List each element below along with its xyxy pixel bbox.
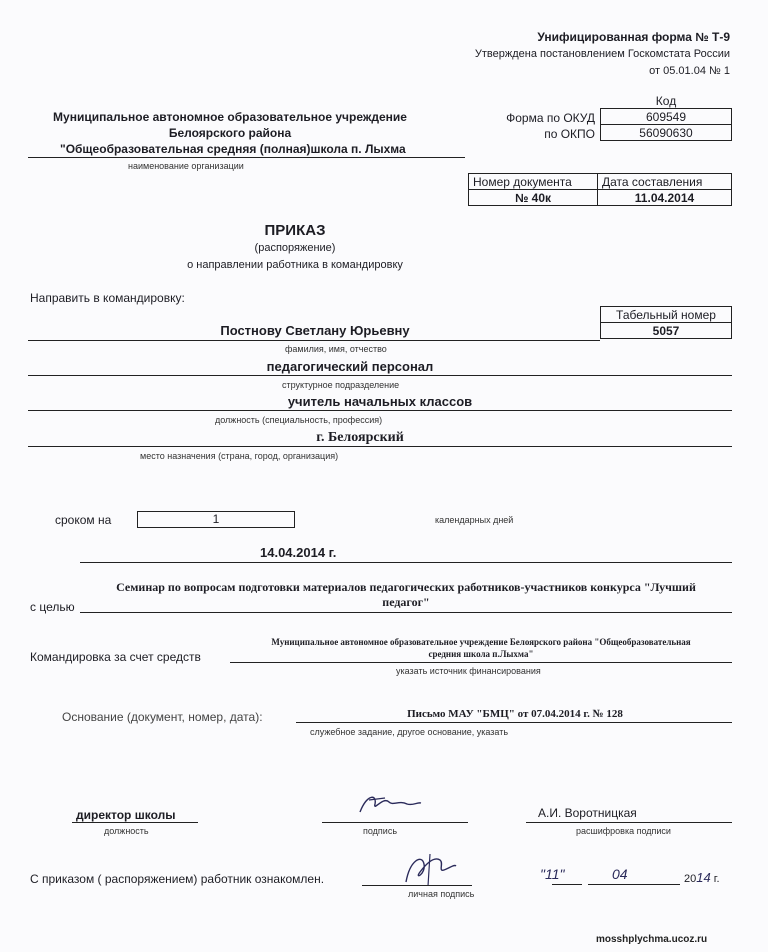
tabel-header: Табельный номер bbox=[601, 307, 732, 323]
form-header-line3: от 05.01.04 № 1 bbox=[649, 65, 730, 77]
codes-header: Код bbox=[601, 93, 732, 109]
destination-value: г. Белоярский bbox=[316, 430, 404, 445]
okud-label: Форма по ОКУД bbox=[506, 111, 595, 125]
department-caption: структурное подразделение bbox=[282, 380, 400, 390]
acquaint-year-end: г. bbox=[713, 873, 720, 885]
basis-caption: служебное задание, другое основание, указать bbox=[310, 727, 509, 737]
acquaint-year-prefix: 20 bbox=[684, 873, 697, 885]
employee-signature-icon bbox=[400, 850, 460, 890]
send-label: Направить в командировку: bbox=[30, 291, 185, 305]
funding-caption: указать источник финансирования bbox=[396, 666, 541, 676]
purpose-text2: педагог" bbox=[382, 595, 430, 609]
month-underline bbox=[588, 884, 680, 885]
term-unit: календарных дней bbox=[435, 515, 514, 525]
org-line3: "Общеобразовательная средняя (полная)школа п. Лыхма bbox=[60, 142, 406, 156]
director-signature-icon bbox=[355, 790, 425, 820]
tabel-table bbox=[600, 306, 732, 339]
doc-date-header: Дата составления bbox=[598, 174, 732, 190]
department-underline bbox=[28, 375, 732, 376]
employee-underline bbox=[28, 340, 600, 341]
org-line2: Белоярского района bbox=[168, 126, 292, 140]
org-line1: Муниципальное автономное образовательное учреждение bbox=[53, 110, 407, 124]
basis-underline bbox=[296, 722, 732, 723]
signer-position: директор школы bbox=[76, 808, 176, 822]
acquaint-year-suffix: 14 bbox=[696, 870, 711, 885]
destination-caption: место назначения (страна, город, организация) bbox=[140, 451, 339, 461]
basis-label: Основание (документ, номер, дата): bbox=[62, 710, 263, 724]
term-value: 1 bbox=[137, 511, 295, 528]
signer-position-caption: должность bbox=[104, 826, 149, 836]
okpo-label: по ОКПО bbox=[544, 127, 595, 141]
purpose-underline bbox=[80, 612, 732, 613]
title-desc: о направлении работника в командировку bbox=[187, 259, 403, 271]
tabel-value: 5057 bbox=[601, 323, 732, 339]
title-main: ПРИКАЗ bbox=[264, 222, 326, 239]
title-sub: (распоряжение) bbox=[254, 242, 336, 254]
acquaint-day-value: 11 bbox=[544, 866, 560, 882]
codes-table bbox=[600, 93, 732, 141]
watermark: mosshplychma.ucoz.ru bbox=[596, 934, 708, 945]
destination-underline bbox=[28, 446, 732, 447]
acquaint-year bbox=[684, 870, 720, 885]
employee-sign-caption: личная подпись bbox=[408, 889, 475, 899]
funding-text2: средния школа п.Лыхма" bbox=[428, 649, 534, 659]
signer-position-underline bbox=[72, 822, 198, 823]
position-caption: должность (специальность, профессия) bbox=[215, 415, 383, 425]
signer-name-caption: расшифровка подписи bbox=[576, 826, 671, 836]
okud-value: 609549 bbox=[601, 109, 732, 125]
position-value: учитель начальных классов bbox=[287, 394, 473, 409]
acquaint-label: С приказом ( распоряжением) работник ознакомлен. bbox=[30, 872, 325, 886]
position-underline bbox=[28, 410, 732, 411]
start-date: 14.04.2014 г. bbox=[260, 545, 337, 560]
signer-name-underline bbox=[526, 822, 732, 823]
employee-caption: фамилия, имя, отчество bbox=[285, 344, 387, 354]
doc-number-header: Номер документа bbox=[469, 174, 598, 190]
term-label: сроком на bbox=[55, 513, 112, 527]
funding-underline bbox=[230, 662, 732, 663]
org-underline bbox=[28, 157, 465, 158]
form-header-line1: Унифицированная форма № Т-9 bbox=[537, 30, 730, 44]
purpose-label: с целью bbox=[30, 600, 75, 614]
basis-value: Письмо МАУ "БМЦ" от 07.04.2014 г. № 128 bbox=[407, 708, 623, 720]
doc-number-value: № 40к bbox=[469, 190, 598, 206]
director-sign-caption: подпись bbox=[363, 826, 398, 836]
acquaint-month: 04 bbox=[612, 866, 628, 882]
doc-table bbox=[468, 173, 732, 206]
form-header-line2: Утверждена постановлением Госкомстата России bbox=[474, 48, 730, 60]
okpo-value: 56090630 bbox=[601, 125, 732, 141]
start-date-underline bbox=[80, 562, 732, 563]
department-value: педагогический персонал bbox=[266, 359, 434, 374]
signer-name: А.И. Воротницкая bbox=[538, 806, 637, 820]
acquaint-day: "11" bbox=[540, 866, 565, 882]
doc-date-value: 11.04.2014 bbox=[598, 190, 732, 206]
employee-name: Постнову Светлану Юрьевну bbox=[220, 323, 410, 338]
purpose-text1: Семинар по вопросам подготовки материалов педагогических работников-участников конкурса "Лучший bbox=[116, 580, 696, 594]
employee-sign-underline bbox=[362, 885, 472, 886]
funding-label: Командировка за счет средств bbox=[30, 650, 201, 664]
director-sign-underline bbox=[322, 822, 468, 823]
day-underline bbox=[552, 884, 582, 885]
funding-text1: Муниципальное автономное образовательное учреждение Белоярского района "Общеобразовательная bbox=[271, 637, 691, 647]
org-caption: наименование организации bbox=[128, 161, 244, 171]
